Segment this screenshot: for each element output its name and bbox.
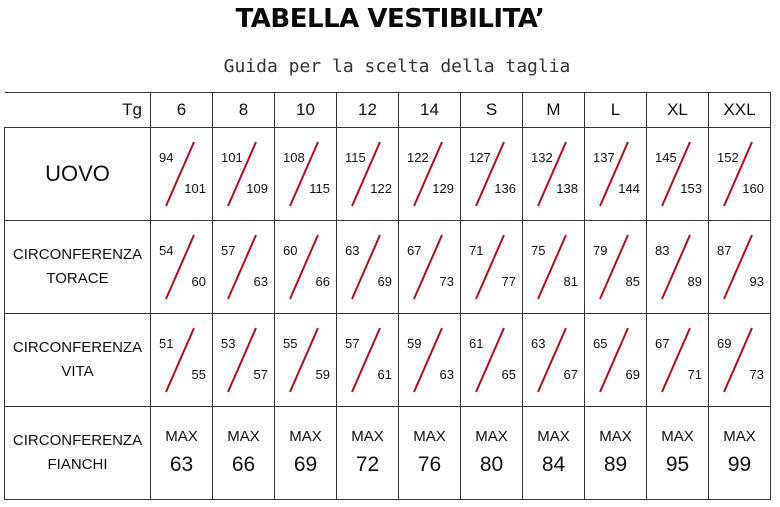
range-max-value: 55 <box>191 367 206 382</box>
range-max-value: 144 <box>618 181 640 196</box>
range-min-value: 59 <box>407 336 422 351</box>
range-cell <box>213 314 275 407</box>
size-column-header: 8 <box>213 93 275 128</box>
max-label: MAX <box>351 427 384 445</box>
max-value: 76 <box>417 452 442 476</box>
range-slash <box>337 128 399 221</box>
range-max-value: 61 <box>377 367 392 382</box>
range-min-value: 122 <box>407 150 429 165</box>
range-slash <box>523 221 585 314</box>
range-cell <box>275 128 337 221</box>
range-max-value: 85 <box>625 274 640 289</box>
range-slash <box>399 221 461 314</box>
range-min-value: 108 <box>283 150 305 165</box>
range-max-value: 101 <box>184 181 206 196</box>
max-label: MAX <box>289 427 322 445</box>
range-slash <box>585 128 647 221</box>
range-min-value: 63 <box>531 336 546 351</box>
measure-row-label-line: VITA <box>61 363 94 380</box>
range-slash <box>275 221 337 314</box>
range-cell <box>647 221 709 314</box>
range-cell <box>585 128 647 221</box>
range-cell <box>523 128 585 221</box>
range-min-value: 137 <box>593 150 615 165</box>
range-max-value: 69 <box>625 367 640 382</box>
range-slash <box>647 128 709 221</box>
page-title: TABELLA VESTIBILITA’ <box>235 4 545 34</box>
range-max-value: 93 <box>749 274 764 289</box>
range-min-value: 57 <box>221 243 236 258</box>
range-min-value: 57 <box>345 336 360 351</box>
range-cell <box>151 128 213 221</box>
range-cell <box>275 221 337 314</box>
range-slash <box>523 128 585 221</box>
measure-row-label <box>5 407 151 500</box>
range-slash <box>399 128 461 221</box>
range-slash <box>461 314 523 407</box>
page-subtitle: Guida per la scelta della taglia <box>223 56 571 77</box>
measure-row-label: UOVO <box>5 128 151 221</box>
range-slash <box>275 314 337 407</box>
max-value: 69 <box>293 452 318 476</box>
range-slash <box>213 314 275 407</box>
range-max-value: 69 <box>377 274 392 289</box>
range-cell <box>275 314 337 407</box>
max-value: 84 <box>541 452 566 476</box>
range-max-value: 65 <box>501 367 516 382</box>
max-value: 95 <box>665 452 690 476</box>
size-column-header: 14 <box>399 93 461 128</box>
range-max-value: 136 <box>494 181 516 196</box>
range-cell <box>151 221 213 314</box>
range-min-value: 63 <box>345 243 360 258</box>
range-max-value: 115 <box>309 181 330 196</box>
range-min-value: 54 <box>159 243 174 258</box>
size-table-body <box>5 128 771 500</box>
range-cell <box>647 128 709 221</box>
range-max-value: 138 <box>556 181 578 196</box>
range-cell <box>709 314 771 407</box>
range-slash <box>461 221 523 314</box>
size-column-header: 12 <box>337 93 399 128</box>
range-max-value: 129 <box>432 181 454 196</box>
range-cell <box>399 128 461 221</box>
range-min-value: 115 <box>345 150 366 165</box>
measure-row-label-line: CIRCONFERENZA <box>12 246 143 263</box>
range-cell <box>585 221 647 314</box>
range-slash <box>523 314 585 407</box>
range-min-value: 65 <box>593 336 608 351</box>
size-column-header: 6 <box>151 93 213 128</box>
range-min-value: 152 <box>717 150 739 165</box>
measure-row-label-line: CIRCONFERENZA <box>12 339 143 356</box>
measure-row <box>5 128 771 221</box>
size-column-header: M <box>523 93 585 128</box>
measure-row <box>5 221 771 314</box>
range-max-value: 73 <box>439 274 454 289</box>
size-column-header: 10 <box>275 93 337 128</box>
range-slash <box>709 128 771 221</box>
range-cell <box>213 128 275 221</box>
size-column-header: L <box>585 93 647 128</box>
range-slash <box>709 314 771 407</box>
range-max-value: 81 <box>563 274 578 289</box>
range-cell <box>461 128 523 221</box>
size-header-label: Tg <box>5 93 151 128</box>
range-slash <box>585 221 647 314</box>
range-max-value: 122 <box>370 181 392 196</box>
range-min-value: 51 <box>159 336 174 351</box>
range-max-value: 57 <box>253 367 268 382</box>
range-min-value: 60 <box>283 243 298 258</box>
measure-row <box>5 407 771 500</box>
max-label: MAX <box>723 427 756 445</box>
range-slash <box>399 314 461 407</box>
max-cell <box>399 407 461 500</box>
max-cell <box>213 407 275 500</box>
range-min-value: 69 <box>717 336 732 351</box>
range-min-value: 127 <box>469 150 491 165</box>
range-max-value: 77 <box>501 274 516 289</box>
max-cell <box>461 407 523 500</box>
max-value: 72 <box>355 452 380 476</box>
max-cell <box>337 407 399 500</box>
range-cell <box>461 221 523 314</box>
range-max-value: 67 <box>563 367 578 382</box>
range-cell <box>709 128 771 221</box>
range-cell <box>337 314 399 407</box>
range-slash <box>337 314 399 407</box>
max-label: MAX <box>475 427 508 445</box>
range-slash <box>585 314 647 407</box>
range-slash <box>151 128 213 221</box>
range-slash <box>151 314 213 407</box>
max-label: MAX <box>227 427 260 445</box>
size-column-header: XXL <box>709 93 771 128</box>
range-max-value: 63 <box>439 367 454 382</box>
max-cell <box>585 407 647 500</box>
range-cell <box>523 221 585 314</box>
range-min-value: 87 <box>717 243 732 258</box>
range-min-value: 83 <box>655 243 670 258</box>
range-cell <box>151 314 213 407</box>
range-cell <box>523 314 585 407</box>
range-slash <box>647 221 709 314</box>
range-slash <box>461 128 523 221</box>
range-min-value: 53 <box>221 336 236 351</box>
max-value: 63 <box>169 452 194 476</box>
range-min-value: 94 <box>159 150 174 165</box>
size-table <box>4 92 771 500</box>
range-max-value: 66 <box>315 274 330 289</box>
range-min-value: 145 <box>655 150 677 165</box>
max-label: MAX <box>661 427 694 445</box>
measure-row-label-line: TORACE <box>46 270 109 287</box>
range-cell <box>337 128 399 221</box>
max-value: 99 <box>727 452 752 476</box>
size-column-header: S <box>461 93 523 128</box>
range-min-value: 71 <box>469 243 484 258</box>
range-cell <box>399 314 461 407</box>
range-min-value: 101 <box>221 150 243 165</box>
range-slash <box>709 221 771 314</box>
range-cell <box>709 221 771 314</box>
max-cell <box>709 407 771 500</box>
measure-row-label <box>5 221 151 314</box>
max-value: 66 <box>231 452 256 476</box>
range-cell <box>337 221 399 314</box>
range-min-value: 67 <box>655 336 670 351</box>
range-slash <box>151 221 213 314</box>
range-min-value: 61 <box>469 336 484 351</box>
range-max-value: 71 <box>687 367 702 382</box>
range-max-value: 63 <box>253 274 268 289</box>
range-slash <box>275 128 337 221</box>
measure-row <box>5 314 771 407</box>
max-cell <box>523 407 585 500</box>
max-cell <box>151 407 213 500</box>
range-min-value: 132 <box>531 150 553 165</box>
range-cell <box>213 221 275 314</box>
range-max-value: 60 <box>191 274 206 289</box>
range-slash <box>647 314 709 407</box>
range-cell <box>399 221 461 314</box>
measure-row-label <box>5 314 151 407</box>
range-cell <box>461 314 523 407</box>
range-cell <box>647 314 709 407</box>
range-max-value: 109 <box>246 181 268 196</box>
max-label: MAX <box>165 427 198 445</box>
max-value: 80 <box>479 452 504 476</box>
range-cell <box>585 314 647 407</box>
max-cell <box>647 407 709 500</box>
range-slash <box>337 221 399 314</box>
range-max-value: 89 <box>687 274 702 289</box>
measure-row-label-line: FIANCHI <box>47 456 108 473</box>
size-column-header: XL <box>647 93 709 128</box>
max-label: MAX <box>599 427 632 445</box>
range-min-value: 67 <box>407 243 422 258</box>
size-header-row <box>5 93 771 128</box>
range-max-value: 153 <box>680 181 702 196</box>
range-max-value: 73 <box>749 367 764 382</box>
range-slash <box>213 221 275 314</box>
max-cell <box>275 407 337 500</box>
range-min-value: 55 <box>283 336 298 351</box>
range-max-value: 160 <box>742 181 764 196</box>
max-label: MAX <box>413 427 446 445</box>
max-label: MAX <box>537 427 570 445</box>
range-slash <box>213 128 275 221</box>
max-value: 89 <box>603 452 628 476</box>
range-min-value: 79 <box>593 243 608 258</box>
range-max-value: 59 <box>315 367 330 382</box>
measure-row-label-line: CIRCONFERENZA <box>12 432 143 449</box>
range-min-value: 75 <box>531 243 546 258</box>
